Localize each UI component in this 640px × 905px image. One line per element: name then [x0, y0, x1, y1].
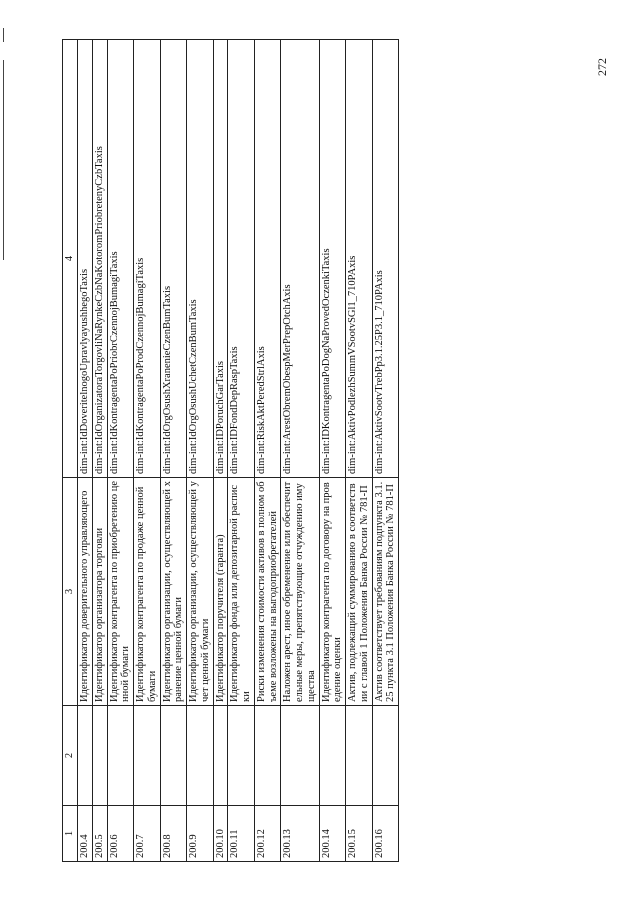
row-number: 200.7 [134, 806, 161, 862]
row-col-2 [160, 706, 187, 806]
row-description: Наложен арест, иное обременение или обеспечительные меры, препятствующие отчуждению имущества [281, 478, 319, 706]
row-axis-id: dim-int:IDFondDepRaspTaxis [228, 40, 255, 478]
table-row [319, 40, 346, 862]
row-number: 200.11 [228, 806, 255, 862]
row-description: Идентификатор поручителя (гаранта) [213, 478, 228, 706]
header-col-2: 2 [63, 706, 78, 806]
axes-table [62, 39, 399, 862]
row-col-2 [372, 706, 399, 806]
table-row [134, 40, 161, 862]
margin-line [3, 60, 4, 260]
row-col-2 [254, 706, 281, 806]
row-col-2 [134, 706, 161, 806]
row-axis-id: dim-int:RiskAktPeredStrlAxis [254, 40, 281, 478]
row-col-2 [92, 706, 107, 806]
row-description: Актив соответствует требованиям подпункта 3.1.25 пункта 3.1 Положения Банка России № 781-П [372, 478, 399, 706]
table-container [62, 40, 582, 862]
table-row [78, 40, 93, 862]
row-number: 200.14 [319, 806, 346, 862]
table-row [281, 40, 319, 862]
row-col-2 [346, 706, 373, 806]
row-number: 200.5 [92, 806, 107, 862]
table-row [92, 40, 107, 862]
row-number: 200.16 [372, 806, 399, 862]
header-col-1: 1 [63, 806, 78, 862]
row-col-2 [319, 706, 346, 806]
row-axis-id: dim-int:IdKontragentaPoPriobrCzennojBumagiTaxis [107, 40, 134, 478]
row-description: Идентификатор контрагента по продаже ценной бумаги [134, 478, 161, 706]
row-axis-id: dim-int:IdOrgOsushUchetCzenBumTaxis [187, 40, 214, 478]
row-col-2 [107, 706, 134, 806]
header-col-4: 4 [63, 40, 78, 478]
row-number: 200.8 [160, 806, 187, 862]
row-axis-id: dim-int:IdKontragentaPoProdCzennojBumagiTaxis [134, 40, 161, 478]
table-row [346, 40, 373, 862]
row-col-2 [281, 706, 319, 806]
header-row [63, 40, 78, 862]
table-row [107, 40, 134, 862]
table-row [213, 40, 228, 862]
page-number: 272 [594, 58, 609, 76]
table-row [228, 40, 255, 862]
row-description: Идентификатор организации, осуществляющей учет ценной бумаги [187, 478, 214, 706]
row-number: 200.4 [78, 806, 93, 862]
row-axis-id: dim-int:AktivPodlezhSummVSootvSGl1_710PAxis [346, 40, 373, 478]
row-col-2 [228, 706, 255, 806]
row-description: Идентификатор контрагента по приобретению ценной бумаги [107, 478, 134, 706]
row-description: Риски изменения стоимости активов в полном объеме возложены на выгодоприобретателей [254, 478, 281, 706]
row-number: 200.15 [346, 806, 373, 862]
header-col-3: 3 [63, 478, 78, 706]
row-description: Идентификатор контрагента по договору на проведение оценки [319, 478, 346, 706]
row-axis-id: dim-int:ArestObremObespMerPrepOtchAxis [281, 40, 319, 478]
row-description: Идентификатор организации, осуществляющей хранение ценной бумаги [160, 478, 187, 706]
row-axis-id: dim-int:IdOrgOsushXranenieCzenBumTaxis [160, 40, 187, 478]
row-col-2 [213, 706, 228, 806]
row-number: 200.6 [107, 806, 134, 862]
row-axis-id: dim-int:IDKontragentaPoDogNaProvedOczenkiTaxis [319, 40, 346, 478]
row-description: Идентификатор фонда или депозитарной расписки [228, 478, 255, 706]
row-col-2 [78, 706, 93, 806]
row-axis-id: dim-int:AktivSootvTrebPp3.1.25P3.1_710PAxis [372, 40, 399, 478]
table-body [78, 40, 399, 862]
row-description: Актив, подлежащий суммированию в соответствии с главой 1 Положения Банка России № 781-П [346, 478, 373, 706]
row-number: 200.12 [254, 806, 281, 862]
row-axis-id: dim-int:IdDoveritelnogoUpravlyayushhegoTaxis [78, 40, 93, 478]
table-row [372, 40, 399, 862]
row-number: 200.9 [187, 806, 214, 862]
row-description: Идентификатор доверительного управляющего [78, 478, 93, 706]
row-number: 200.10 [213, 806, 228, 862]
row-axis-id: dim-int:IdOrganizatoraTorgovliNaRynkeCzbNaKotoromPriobretenyCzbTaxis [92, 40, 107, 478]
row-axis-id: dim-int:IDPoruchGarTaxis [213, 40, 228, 478]
table-row [187, 40, 214, 862]
margin-tick [3, 28, 4, 42]
row-col-2 [187, 706, 214, 806]
rotated-table-frame [62, 40, 582, 862]
table-row [160, 40, 187, 862]
row-number: 200.13 [281, 806, 319, 862]
row-description: Идентификатор организатора торговли [92, 478, 107, 706]
table-row [254, 40, 281, 862]
